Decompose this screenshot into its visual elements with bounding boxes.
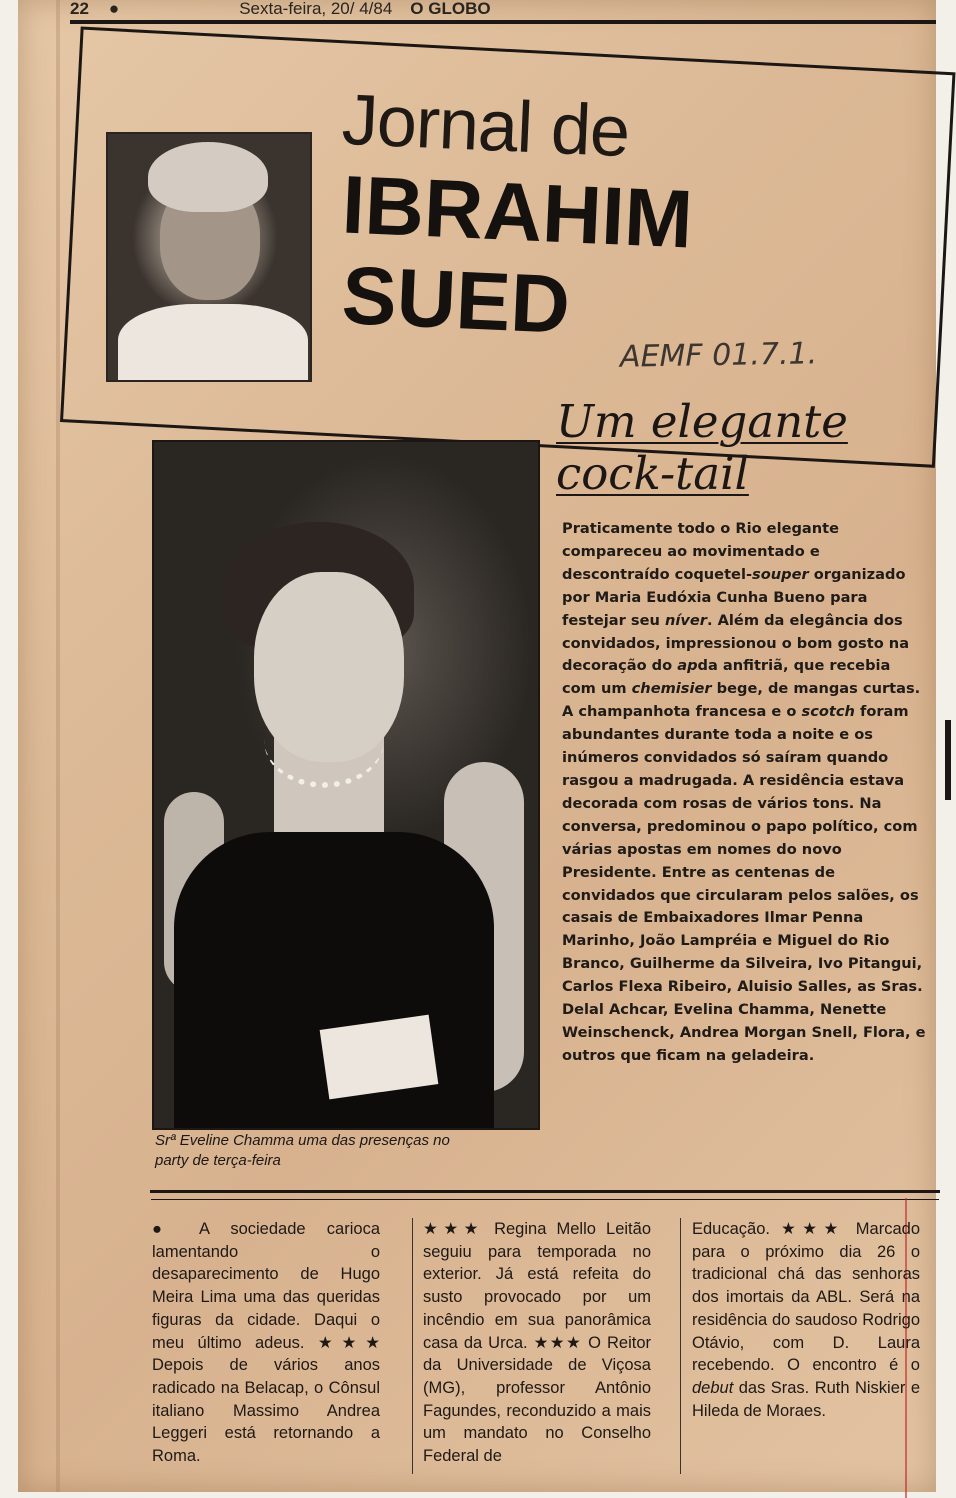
text-run: . Além da elegância dos convidados, impressionou o bom gosto na decoração do	[562, 611, 910, 675]
section-double-rule	[150, 1190, 940, 1193]
text-run: Educação. ★★★ Marcado para o próximo dia 26 o tradicional chá das senhoras dos imortais da ABL. Será na residência do saudoso Rodrigo Otávio, com D. Laura recebendo. O encontro é o	[692, 1220, 920, 1375]
column-divider	[680, 1218, 681, 1474]
column-divider	[412, 1218, 413, 1474]
italic-term: níver	[665, 611, 707, 629]
italic-term: debut	[692, 1378, 734, 1397]
page-number: 22	[70, 0, 89, 18]
notes-column-3	[692, 1218, 920, 1422]
portrait-hair	[148, 142, 268, 212]
columnist-first-name: IBRAHIM	[340, 159, 695, 266]
italic-term: chemisier	[631, 680, 712, 698]
text-run: bege, de mangas curtas. A champanhota francesa e o	[562, 680, 921, 721]
text-run: Praticamente todo o Rio elegante compareceu ao movimentado e descontraído coquetel-	[562, 520, 840, 583]
adjacent-column-edge	[945, 720, 951, 800]
text-run: organizado por Maria Eudóxia Cunha Bueno para festejar seu	[562, 565, 906, 629]
photo-caption: Srª Eveline Chamma uma das presenças no party de terça-feira	[155, 1132, 450, 1169]
italic-term: ap	[677, 657, 698, 675]
columnist-last-name: SUED	[340, 250, 572, 351]
portrait-shirt	[118, 304, 308, 382]
columnist-portrait-icon	[106, 132, 312, 382]
story-headline: Um elegante cock-tail	[556, 395, 848, 500]
italic-term: scotch	[801, 703, 855, 721]
newspaper-name: O GLOBO	[410, 0, 491, 18]
issue-date: Sexta-feira, 20/ 4/84	[239, 0, 393, 18]
notes-column-1: ● A sociedade carioca lamentando o desaparecimento de Hugo Meira Lima uma das queridas figuras da cidade. Daqui o meu último adeus. ★★★ Depois de vários anos radicado na Belacap, o Cônsul italiano Massimo Andrea Leggeri está retornando a Roma.	[152, 1220, 380, 1466]
bullet-icon: ●	[108, 0, 120, 18]
text-run: das Sras. Ruth Niskier e Hileda de Moraes.	[692, 1378, 920, 1420]
paper-fold-line	[56, 0, 60, 1492]
story-body	[562, 518, 928, 1068]
pearl-necklace	[264, 692, 384, 788]
text-run: foram abundantes durante toda a noite e os inúmeros convidados só saíram quando rasgou a madrugada. A residência estava decorada com rosas de vários tons. Na conversa, predominou o papo político, com várias apostas em nomes do novo Presidente. Entre as centenas de convidados que circularam pelos salões, os casais de Embaixadores Ilmar Penna Marinho, João Lampréia e Miguel do Rio Branco, Guilherme da Silveira, Ivo Pitangui, Carlos Flexa Ribeiro, Aluisio Salles, as Sras. Delal Achcar, Evelina Chamma, Nenette Weinschenck, Andrea Morgan Snell, Flora, e outros que ficam na geladeira.	[562, 703, 926, 1064]
italic-term: souper	[752, 565, 809, 583]
column-kicker: Jornal de	[340, 79, 631, 173]
masthead	[70, 0, 670, 18]
masthead-rule	[70, 20, 936, 24]
portrait-photo	[152, 440, 540, 1130]
handwritten-annotation: AEMF 01.7.1.	[619, 336, 818, 375]
notes-column-2: ★★★ Regina Mello Leitão seguiu para temporada no exterior. Já está refeita do susto provocado por um incêndio em sua panorâmica casa da Urca. ★★★ O Reitor da Universidade de Viçosa (MG), professor Antônio Fagundes, reconduzido a mais um mandato no Conselho Federal de	[423, 1220, 651, 1466]
text-run: da anfitriã, que recebia com um	[562, 657, 891, 698]
